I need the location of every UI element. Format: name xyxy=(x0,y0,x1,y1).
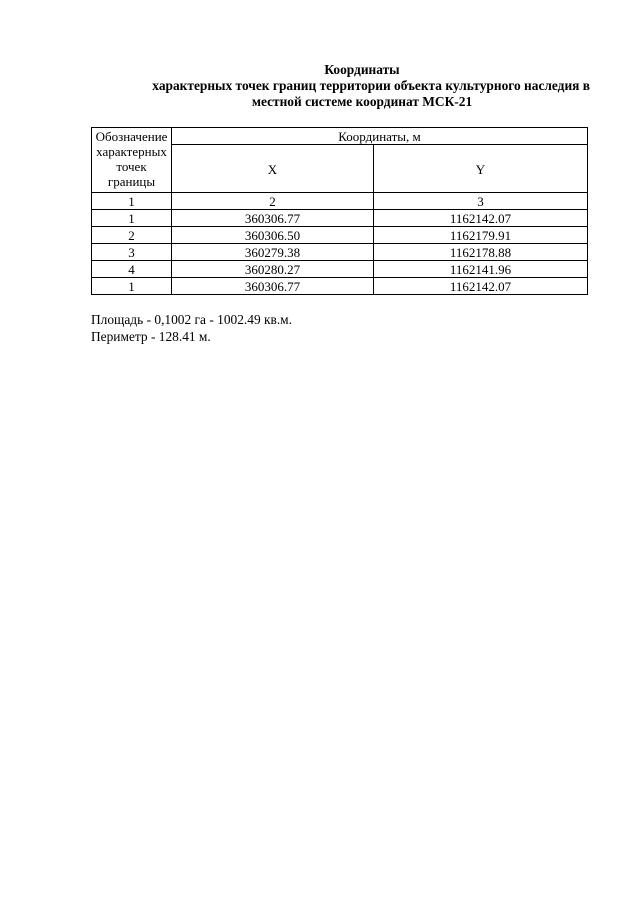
column-number: 2 xyxy=(172,193,374,210)
title-line-3: местной системе координат МСК-21 xyxy=(251,94,473,109)
y-value: 1162141.96 xyxy=(374,261,588,278)
header-y: Y xyxy=(374,145,588,193)
x-value: 360279.38 xyxy=(172,244,374,261)
table-row xyxy=(92,227,588,244)
title-line-2: характерных точек границ территории объекта культурного наследия в xyxy=(152,78,590,93)
table-row xyxy=(92,210,588,227)
table-row xyxy=(92,278,588,295)
x-value: 360280.27 xyxy=(172,261,374,278)
point-id: 1 xyxy=(92,278,172,295)
document-title xyxy=(90,62,590,110)
column-number: 3 xyxy=(374,193,588,210)
header-coordinates: Координаты, м xyxy=(172,128,588,145)
column-number-row xyxy=(92,193,588,210)
summary-block xyxy=(91,311,292,345)
table-row xyxy=(92,244,588,261)
y-value: 1162142.07 xyxy=(374,278,588,295)
x-value: 360306.77 xyxy=(172,210,374,227)
y-value: 1162179.91 xyxy=(374,227,588,244)
y-value: 1162178.88 xyxy=(374,244,588,261)
area-text: Площадь - 0,1002 га - 1002.49 кв.м. xyxy=(91,312,293,327)
header-designation: Обозначение характерных точек границы xyxy=(92,128,172,193)
perimeter-text: Периметр - 128.41 м. xyxy=(91,329,211,344)
point-id: 1 xyxy=(92,210,172,227)
point-id: 4 xyxy=(92,261,172,278)
table-row xyxy=(92,261,588,278)
title-line-1: Координаты xyxy=(324,62,400,77)
table-header-row xyxy=(92,128,588,145)
x-value: 360306.77 xyxy=(172,278,374,295)
column-number: 1 xyxy=(92,193,172,210)
header-x: X xyxy=(172,145,374,193)
y-value: 1162142.07 xyxy=(374,210,588,227)
point-id: 2 xyxy=(92,227,172,244)
coordinates-table xyxy=(91,127,588,295)
x-value: 360306.50 xyxy=(172,227,374,244)
point-id: 3 xyxy=(92,244,172,261)
